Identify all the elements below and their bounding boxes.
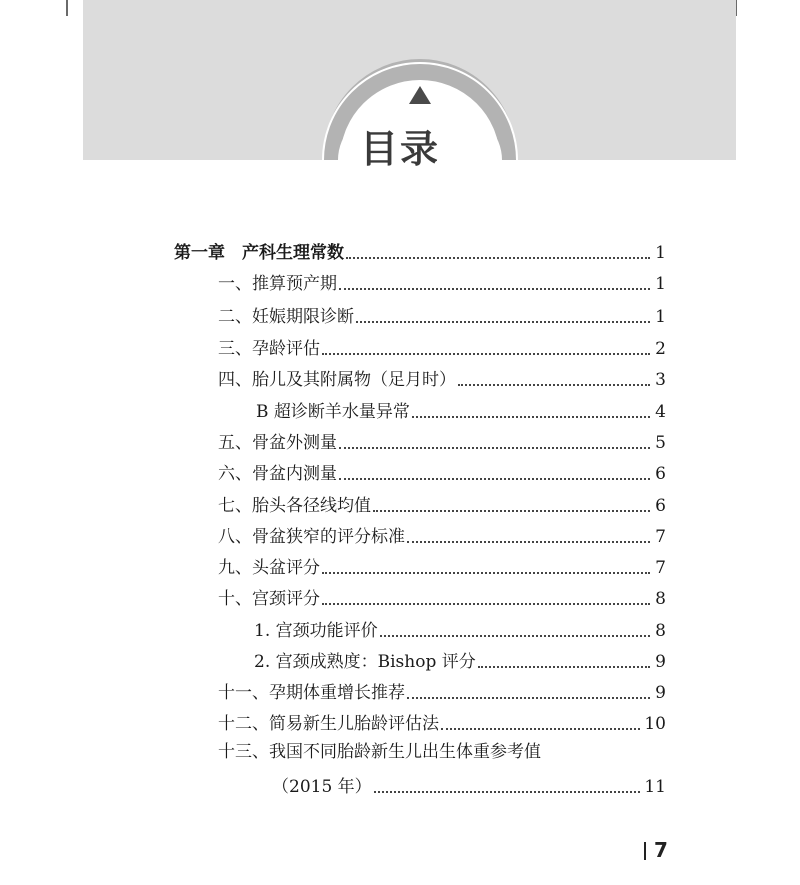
toc-leader [380,635,650,637]
toc-label: 六、骨盆内测量 [218,464,337,484]
toc-leader [322,353,650,355]
toc-row [272,772,666,798]
toc-leader [458,384,650,386]
toc-row [218,584,666,610]
toc-page: 7 [655,558,666,578]
toc-leader [356,321,650,323]
toc-leader [407,697,650,699]
toc-label: 一、推算预产期 [218,274,337,294]
toc-leader [478,666,650,668]
toc-row [218,269,666,295]
toc-leader [412,416,650,418]
toc-label: 五、骨盆外测量 [218,433,337,453]
toc-label: （2015 年） [272,777,372,797]
toc-page: 4 [655,402,666,422]
toc-page: 6 [655,464,666,484]
toc-page: 9 [655,652,666,672]
toc-page: 9 [655,683,666,703]
toc-row [254,616,666,642]
toc-leader [322,572,650,574]
page-number: 7 [654,838,668,862]
toc-label-multiline: 十三、我国不同胎龄新生儿出生体重参考值 [218,742,541,762]
toc-label: 三、孕龄评估 [218,339,320,359]
footer-divider [644,842,646,860]
toc-label: 七、胎头各径线均值 [218,496,371,516]
toc-label: 十、宫颈评分 [218,589,320,609]
toc-label: 十一、孕期体重增长推荐 [218,683,405,703]
toc-row [218,365,666,391]
toc-label: 2. 宫颈成熟度：Bishop 评分 [254,652,476,672]
toc-row [218,334,666,360]
toc-row [218,491,666,517]
toc-label: 九、头盆评分 [218,558,320,578]
toc-row [218,522,666,548]
toc-page: 7 [655,527,666,547]
toc-label: 二、妊娠期限诊断 [218,307,354,327]
toc-leader [339,288,650,290]
toc-row [218,709,666,735]
toc-leader [407,541,650,543]
toc-row [174,238,666,264]
toc-row [218,459,666,485]
toc-leader [322,603,650,605]
toc-label: 1. 宫颈功能评价 [254,621,378,641]
toc-leader [339,478,650,480]
toc-row [218,553,666,579]
toc-leader [339,447,650,449]
toc-row [218,428,666,454]
toc-page: 1 [655,243,666,263]
toc-page: 5 [655,433,666,453]
toc-page: 3 [655,370,666,390]
toc-row [218,302,666,328]
toc-page: 10 [644,714,666,734]
toc-leader [441,728,640,730]
toc-row [218,678,666,704]
toc-page: 8 [655,621,666,641]
toc-page: 2 [655,339,666,359]
toc-leader [346,257,650,259]
toc-page: 11 [644,777,666,797]
toc-row [254,647,666,673]
toc-leader [373,510,650,512]
toc-label: 第一章 产科生理常数 [174,243,344,263]
toc-row [256,397,666,423]
toc-page: 1 [655,274,666,294]
toc-page: 8 [655,589,666,609]
toc-page: 1 [655,307,666,327]
page-title: 目录 [359,127,440,171]
toc-page: 6 [655,496,666,516]
toc-label: 八、骨盆狭窄的评分标准 [218,527,405,547]
toc-leader [374,791,641,793]
toc-label: B 超诊断羊水量异常 [256,402,410,422]
toc-label: 十二、简易新生儿胎龄评估法 [218,714,439,734]
toc-label: 四、胎儿及其附属物（足月时） [218,370,456,390]
